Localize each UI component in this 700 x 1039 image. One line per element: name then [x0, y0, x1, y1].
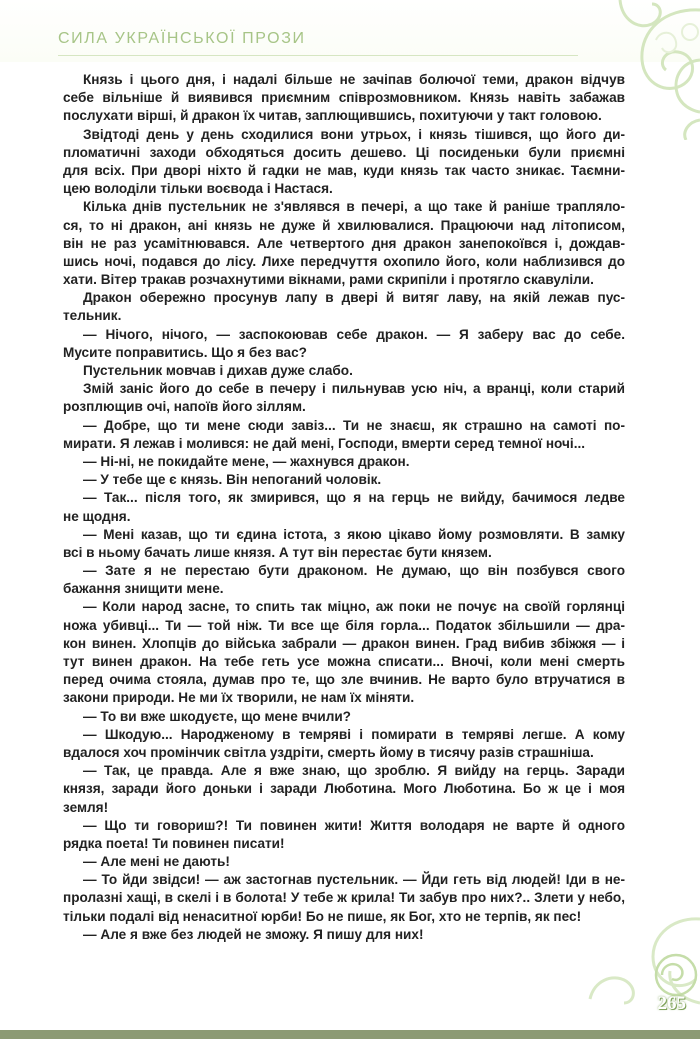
text-line: цею володіли тільки воєвода і Настася. [63, 181, 333, 197]
text-line: хати. Вітер тракав розчахнутими вікнами, рами скрипіли і протягло скавуліли. [63, 272, 594, 288]
text-line: вдалося хоч промінчик світла уздріти, смерть йому в тисячу разів страшніша. [63, 744, 594, 760]
text-line: ножа убивці... Ти — той ніж. Ти все ще біля горла... Податок збільшили — дра- [63, 617, 625, 633]
text-line: для всіх. При дворі ніхто й гадки не мав, куди князь так часто зникає. Таємни- [63, 162, 625, 178]
text-line: — Що ти говориш?! Ти повинен жити! Життя володаря не варте й одного [83, 817, 625, 833]
text-line: — Коли народ засне, то спить так міцно, аж поки не почує на своїй горлянці [83, 599, 625, 615]
text-line: — Нічого, нічого, — заспокоював себе дракон. — Я заберу вас до себе. [83, 326, 625, 342]
page-number: 265 [657, 993, 686, 1014]
text-line: Дракон обережно просунув лапу в двері й витяг лаву, на якій лежав пус- [83, 290, 625, 306]
running-header-title: СИЛА УКРАЇНСЬКОЇ ПРОЗИ [58, 30, 306, 47]
text-line: — Але я вже без людей не зможу. Я пишу для них! [83, 926, 424, 942]
text-line: — Ні-ні, не покидайте мене, — жахнувся дракон. [83, 453, 410, 469]
text-line: бажання знищити мене. [63, 581, 224, 597]
text-line: — То йди звідси! — аж застогнав пустельник. — Йди геть від людей! Іди в не- [83, 872, 625, 888]
text-line: себе вільніше й виявився приємним співрозмовником. Князь навіть забажав [63, 90, 625, 106]
text-line: пломатичні заходи обходяться досить дешево. Ці посиденьки були приємні [63, 144, 625, 160]
bottom-rule [0, 1030, 700, 1039]
text-line: ся, то ні дракон, ані князь не дуже й хвилювалися. Працюючи над літописом, [63, 217, 625, 233]
text-line: — Так... після того, як змирився, що я на герць не вийду, бачимося ледве [83, 490, 625, 506]
text-line: закони природи. Не ми їх творили, не нам їх міняти. [63, 690, 415, 706]
text-line: Змій заніс його до себе в печеру і пильнував усю ніч, а вранці, коли старий [83, 381, 625, 397]
text-line: мирати. Я лежав і молився: не дай мені, Господи, вмерти серед темної ночі... [63, 435, 586, 451]
text-line: всі в ньому бачать лише князя. А тут він перестає бути князем. [63, 544, 492, 560]
text-line: — Мені казав, що ти єдина істота, з якою цікаво йому розмовляти. В замку [83, 526, 625, 542]
text-line: не щодня. [63, 508, 131, 524]
text-line: — То ви вже шкодуєте, що мене вчили? [83, 708, 351, 724]
text-line: рядка поета! Ти повинен писати! [63, 835, 285, 851]
text-line: — Так, це правда. Але я вже знаю, що зроблю. Я вийду на герць. Заради [83, 763, 625, 779]
text-line: Князь і цього дня, і надалі більше не зачіпав болючої теми, дракон відчув [83, 72, 625, 87]
text-line: перед очима стояла, думав про те, що зле вчинив. Не варто було втручатися в [63, 672, 625, 688]
text-line: князя, заради його доньки і заради Люботина. Мого Люботина. Бо ж це і моя [63, 781, 625, 797]
header-divider [58, 55, 578, 56]
text-line: Звідтоді день у день сходилися вони утрьох, і князь тішився, що його ди- [83, 126, 625, 142]
text-line: Пустельник мовчав і дихав дуже слабо. [83, 363, 353, 378]
text-line: тільки подалі від ненаситної юрби! Бо не пише, як Бог, хто не терпів, як пес! [63, 908, 582, 924]
text-line: послухати вірші, й дракон їх читав, заплющившись, похитуючи у такт головою. [63, 108, 602, 124]
main-text [63, 71, 625, 944]
text-line: тут винен дракон. На тебе геть усе можна списати... Вночі, коли мені смерть [63, 654, 625, 669]
text-line: він не раз усамітнювався. Але четвертого дня дракон занепокоївся і, дождав- [63, 235, 625, 251]
text-line: шись ночі, подався до лісу. Лихе передчуття охопило його, коли наблизився до [63, 253, 625, 269]
text-line: — Але мені не дають! [83, 854, 230, 870]
text-line: кон винен. Хлопців до війська забрали — дракон винен. Град вибив збіжжя — і [63, 635, 625, 651]
text-line: — Шкодую... Народженому в темряві і помирати в темряві легше. А кому [83, 726, 625, 742]
text-line: розплющив очі, напоїв його зіллям. [63, 399, 306, 415]
text-line: — У тебе ще є князь. Він непоганий чоловік. [83, 472, 382, 488]
text-line: земля! [63, 799, 109, 815]
text-line: — Добре, що ти мене сюди завіз... Ти не знаєш, як страшно на самоті по- [83, 417, 625, 433]
text-line: тельник. [63, 308, 122, 324]
text-line: Кілька днів пустельник не з'являвся в печері, а що таке й раніше трапляло- [83, 199, 625, 215]
text-line: — Зате я не перестаю бути драконом. Не думаю, що він позбувся свого [83, 563, 625, 579]
text-line: пролазні хащі, в скелі і в болота! У тебе ж крила! Ти забув про них?.. Злети у небо, [63, 890, 625, 906]
text-line: Мусите поправитись. Що я без вас? [63, 344, 307, 360]
